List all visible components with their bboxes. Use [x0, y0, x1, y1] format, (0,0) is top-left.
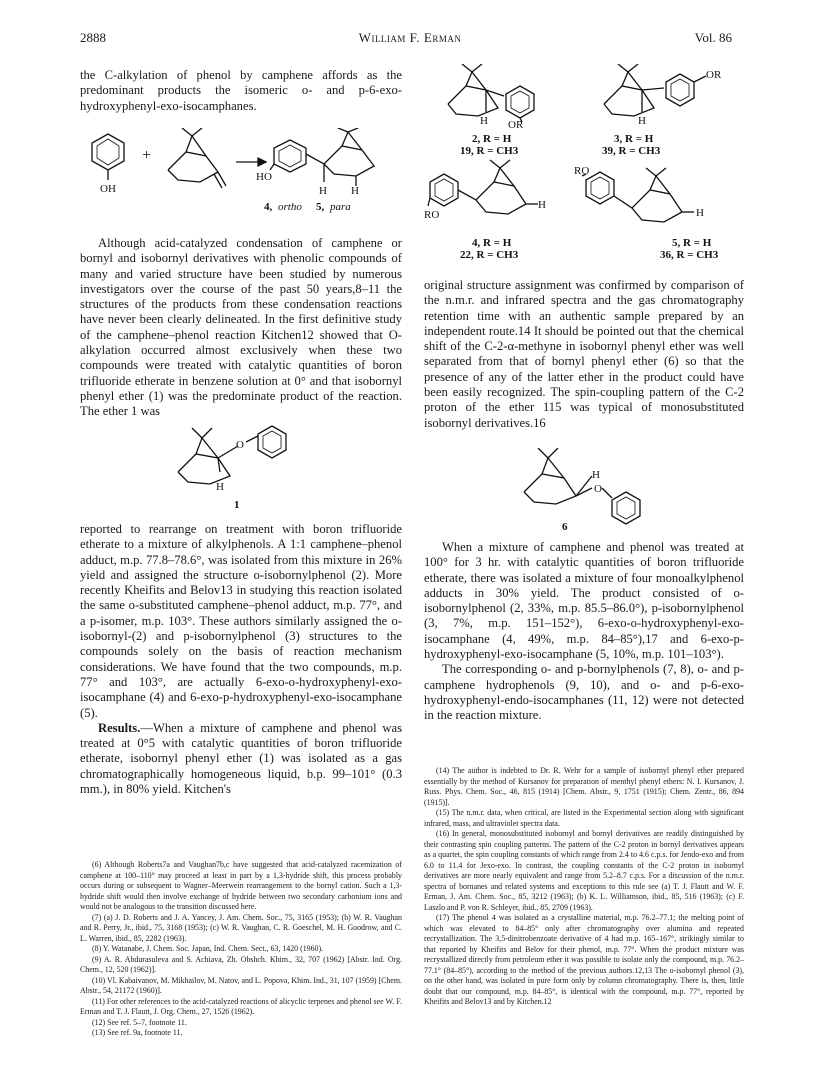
volume-label: Vol. 86: [694, 30, 732, 45]
structure-3-or: OR: [706, 69, 722, 81]
structure-1-o-label: O: [236, 439, 244, 451]
page-number: 2888: [80, 30, 106, 45]
structure-3-h: H: [638, 115, 646, 127]
footnote-10: (10) Vl. Kabaivanov, M. Mikhailov, M. Natov, and L. Popova, Khim. Ind., 31, 107 (1959) [Chem. Abstr., 54, 21172 (1960)].: [80, 975, 402, 995]
right-paragraph-3: The corresponding o- and p-bornylphenols (7, 8), o- and p-camphene hydrophenols (9, 10), and o- and p-6-exo-hydroxyphenyl-endo-isocamphanes (11, 12) were not detected in the reaction mixture.: [424, 662, 744, 723]
caption-para: para: [330, 201, 351, 213]
structures-2-5: [424, 64, 744, 274]
running-head-author: William F. Erman: [358, 30, 462, 45]
product-h-label-2: H: [351, 185, 359, 197]
right-footnotes: [424, 766, 744, 1008]
caption-num-5: 5,: [316, 201, 325, 213]
footnote-17: (17) The phenol 4 was isolated as a crystalline material, m.p. 76.2–77.1; the melting point of which was elevated to 84–85° only after chromatography over alumina and repeated recrystallization. The 3,5-dinitrobenzoate derivative of 4 had m.p. 165–167°, strikingly similar to that reported by Kheifits and Belov for their phenol, m.p. 77°. When the product mixture was recrystallized directly from petroleum ether it was possible to isolate only the compound, m.p. 76.2–77.1° (84–85°), according to the method of the previous authors.12,13 The o-isobornyl phenol (3), on the other hand, was isolated in pure form only by column chromatography. There is, then, little doubt that our compound, m.p. 84–85°, is identical with the compound, m.p. 77°, reported by Kheifits and Belov13 and by Kitchen.12: [424, 913, 744, 1006]
structure-1-svg: [160, 424, 340, 514]
left-para-2: [80, 236, 402, 420]
right-paragraph-2: When a mixture of camphene and phenol was treated at 100° for 3 hr. with catalytic quantities of boron trifluoride etherate, there was isolated a mixture of four monoalkylphenol adducts in 30% yield. The product consisted of o-isobornylphenol (2, 33%, m.p. 85.5–86.0°), p-isobornylphenol (3, 7%, m.p. 151–152°), 6-exo-o-hydroxyphenyl-exo-isocamphane (4, 49%, m.p. 84–85°),17 and 6-exo-p-hydroxyphenyl-exo-isocamphane (5, 10%, m.p. 101–103°).: [424, 540, 744, 662]
caption-num-4: 4,: [264, 201, 273, 213]
reaction-scheme: [80, 128, 402, 228]
structure-6-h: H: [592, 469, 600, 481]
footnote-15: (15) The n.m.r. data, when critical, are listed in the Experimental section along with significant infrared, mass, and ultraviolet spectra data.: [424, 808, 744, 828]
reaction-scheme-svg: [80, 128, 402, 228]
reaction-arrow: [236, 158, 266, 166]
structure-1-number: 1: [234, 499, 240, 511]
left-paragraph-2: Although acid-catalyzed condensation of camphene or bornyl and isobornyl derivatives with phenolic compounds of many and varied structure have been studied by numerous investigators over the course of the past 50 years,8–11 the structures of the products from these condensation reactions have never been clearly delineated. In the first definitive study of the camphene–phenol reaction Kitchen12 showed that O-alkylation occurred almost exclusively when these two compounds were treated with catalytic quantities of boron trifluoride etherate in benzene solution at 0° and that isobornyl phenyl ether (1) was the predominate product of the reaction. The ether 1 was: [80, 236, 402, 419]
structure-6-o: O: [594, 483, 602, 495]
structure-4-label-2: 22, R = CH3: [460, 249, 519, 261]
structure-2-label-2: 19, R = CH3: [460, 145, 519, 157]
results-paragraph: [80, 721, 402, 797]
structure-3-label-2: 39, R = CH3: [602, 145, 661, 157]
caption-ortho: ortho: [278, 201, 302, 213]
phenol-oh-label: OH: [100, 183, 116, 195]
structure-1: [160, 424, 340, 514]
left-paragraph-3: reported to rearrange on treatment with boron trifluoride etherate to a mixture of alkylphenols. A 1:1 camphene–phenol adduct, m.p. 77.8–78.6°, was isolated from this mixture in 26% yield and assigned the structure o-isobornylphenol (2). More recently Kheifits and Belov13 in studying this reaction isolated the same o-substituted camphene–phenol adduct, m.p. 77°, and a p-isomer, m.p. 103°. These authors similarly assigned the o-isobornyl-(2) and p-isobornylphenol (3) structures to the compounds solely on the basis of reaction mechanism considerations. We have found that the two compounds, m.p. 77° and 103°, are actually 6-exo-o-hydroxyphenyl-exo-isocamphane (4) and 6-exo-p-hydroxyphenyl-exo-isocamphane (5).: [80, 522, 402, 720]
left-para-3: [80, 522, 402, 797]
structure-4-ro: RO: [424, 209, 440, 221]
structure-3: [604, 64, 706, 116]
structures-2-5-svg: [424, 64, 744, 274]
structure-4: [428, 160, 538, 214]
structure-4-h: H: [538, 199, 546, 211]
right-paragraph-1: original structure assignment was confirmed by comparison of the n.m.r. and infrared spectra and the gas chromatography retention time with an authentic sample prepared by an independent route.14 It should be pointed out that the chemical shift of the C-2-α-methyne in isobornyl phenyl ether was well separated from that of bornyl phenyl ether (6) so that the presence of any of the latter ether in the product could have been easily recognized. The spin-coupling pattern of the C-2 proton of the ether 115 was typical of monosubstituted isobornyl derivatives.16: [424, 278, 744, 430]
structure-3-label-1: 3, R = H: [614, 133, 654, 145]
structure-6: [514, 448, 694, 534]
structure-2-label-1: 2, R = H: [472, 133, 512, 145]
phenol-ring: [92, 134, 124, 180]
footnote-8: (8) Y. Watanabe, J. Chem. Soc. Japan, Ind. Chem. Sect., 63, 1420 (1960).: [92, 944, 324, 953]
structure-1-h-label: H: [216, 481, 224, 493]
structure-5-label-1: 5, R = H: [672, 237, 712, 249]
structure-6-svg: [514, 448, 694, 534]
footnote-16: (16) In general, monosubstituted isobornyl and bornyl derivatives are readily distinguished by their contrasting spin coupling patterns. The pattern of the C-2 proton in bornyl derivatives appears as a quartet, the spin coupling constants of which range from 2.4 to 4.6 c.p.s. for Jendo-exo and from 6.0 to 11.4 for Jexo-exo. In contrast, the coupling constants of the C-2 proton in isobornyl derivatives are more nearly equivalent and range from 5.2–8.7 c.p.s. For a discussion of the n.m.r. spectra of bornanes and related systems and exceptions to this rule see (a) T. J. Flautt and W. F. Erman, J. Am. Chem. Soc., 85, 3212 (1963); (b) K. L. Williamson, ibid., 85, 516 (1963); (c) F. Laszlo and P. von R. Schleyer, ibid., 85, 2709 (1963).: [424, 829, 744, 912]
footnote-7: (7) (a) J. D. Roberts and J. A. Yancey, J. Am. Chem. Soc., 75, 3165 (1953); (b) W. R. Vaughan and R. Perry, Jr., ibid., 75, 3168 (1953); (c) W. R. Vaughan, C. R. Goeschel, M. H. Goodrow, and C. L. Warren, ibid., 85, 2282 (1963).: [80, 912, 402, 943]
structure-5-label-2: 36, R = CH3: [660, 249, 719, 261]
footnote-13: (13) See ref. 9a, footnote 11.: [92, 1028, 183, 1037]
footnote-14: (14) The author is indebted to Dr. R. Wehr for a sample of isobornyl phenyl ether prepared essentially by the method of Kursanov for preparation of menthyl phenyl ethers: N. I. Kursanov, J. Russ. Phys. Chem. Soc., 46, 815 (1914) [Chem. Abstr., 9, 1751 (1915); Chem. Zentr., 86, 894 (1915)].: [424, 766, 744, 807]
camphene-structure: [168, 128, 226, 188]
plus-sign: +: [142, 147, 152, 164]
structure-2-h: H: [480, 115, 488, 127]
right-para-1: [424, 278, 744, 431]
results-heading: Results.: [98, 720, 141, 735]
structure-5-h: H: [696, 207, 704, 219]
structure-5: [582, 168, 694, 222]
footnote-11: (11) For other references to the acid-catalyzed reactions of alicyclic terpenes and phenol see W. F. Erman and T. J. Flautt, J. Org. Chem., 27, 1526 (1962).: [80, 996, 402, 1016]
structure-2: [448, 64, 534, 122]
product-ho-label: HO: [256, 171, 272, 183]
structure-4-label-1: 4, R = H: [472, 237, 512, 249]
left-intro: [80, 68, 402, 114]
footnote-12: (12) See ref. 5–7, footnote 11.: [92, 1017, 187, 1027]
left-footnotes: [80, 860, 402, 1039]
results-body: —When a mixture of camphene and phenol was treated at 0°5 with catalytic quantities of boron trifluoride etherate, isobornyl phenyl ether (1) was isolated as a gas chromatographically homogeneous liquid, b.p. 99–101° (0.3 mm.), in 80% yield. Kitchen's: [80, 720, 402, 797]
product-structure: [270, 128, 374, 186]
footnote-6: (6) Although Roberts7a and Vaughan7b,c have suggested that acid-catalyzed racemization of camphene at 100–110° may proceed at least in part by a 1,3-hydride shift, this process probably occurs during or subsequent to Wagner–Meerwein rearrangement to the bornyl cation. Such a 1,3-hydride shift would then involve exchange of hydride between two secondary carbonium ions and would not be analogous to the transition discussed here.: [80, 860, 402, 911]
footnote-9: (9) A. R. Abdurasuleva and S. Achiava, Zh. Obshch. Khim., 32, 707 (1962) [Abstr. Ind. Org. Chem., 12, 520 (1962)].: [80, 954, 402, 974]
left-intro-paragraph: the C-alkylation of phenol by camphene affords as the predominant products the isomeric o- and p-6-exo-hydroxyphenyl-exo-isocamphanes.: [80, 68, 402, 113]
structure-2-or: OR: [508, 119, 524, 131]
structure-5-ro: RO: [574, 165, 590, 177]
structure-6-number: 6: [562, 521, 568, 533]
product-h-label-1: H: [319, 185, 327, 197]
right-para-2: [424, 540, 744, 724]
